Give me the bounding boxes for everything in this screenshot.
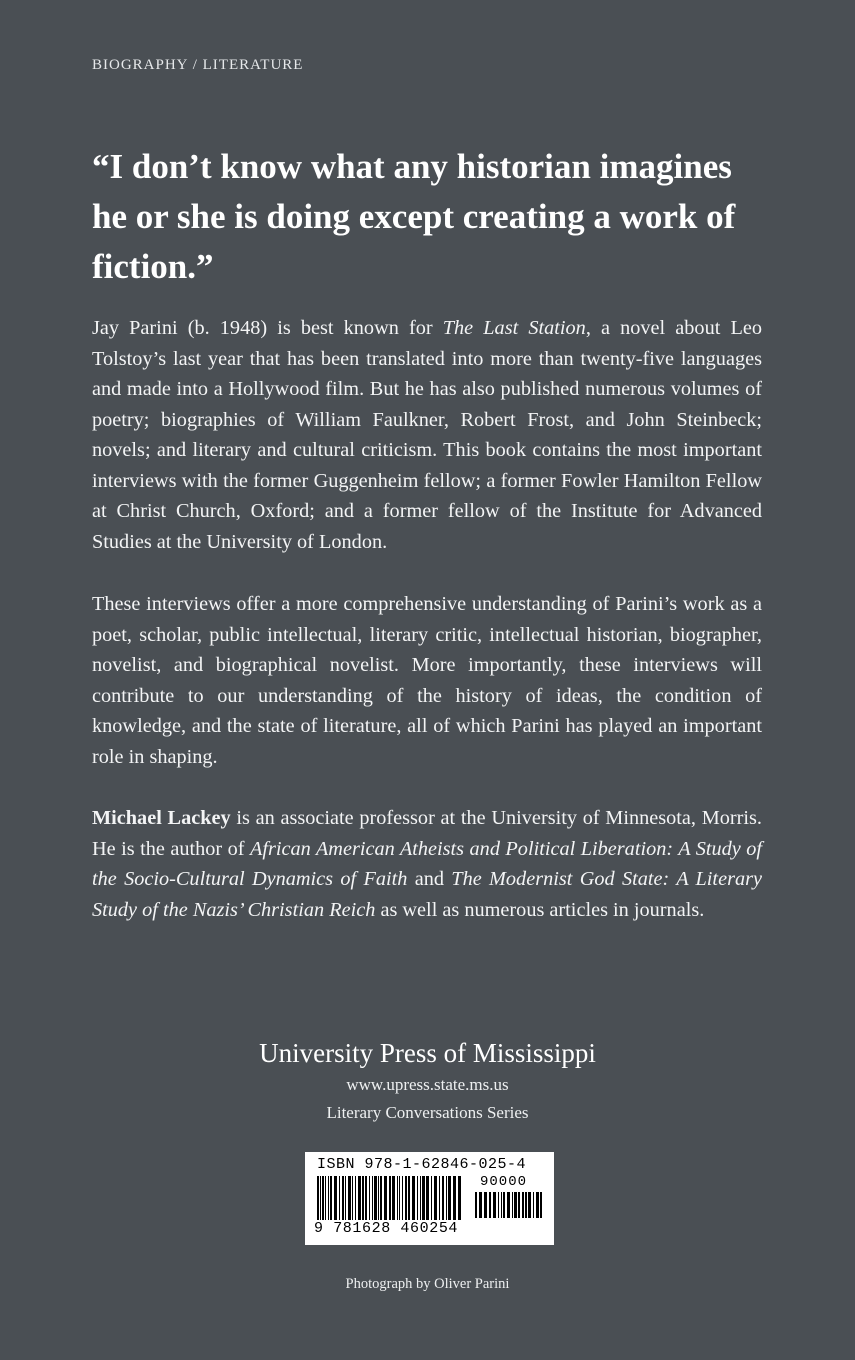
barcode-bar (330, 1176, 332, 1220)
barcode-bar (525, 1192, 527, 1218)
isbn-barcode (305, 1152, 554, 1245)
description-paragraph-2: These interviews offer a more comprehensive understanding of Parini’s work as a poet, scholar, public intellectual, literary critic, intellectual historian, biographer, novelist, and biographical novelist. More importantly, these interviews will contribute to our understanding of the history of ideas, the condition of knowledge, and the state of literature, all of which Parini has played an important role in shaping. (92, 593, 762, 768)
barcode-bar (439, 1176, 440, 1220)
barcode-bar (348, 1176, 351, 1220)
barcode-bar (374, 1176, 377, 1220)
barcode-bar (345, 1176, 346, 1220)
barcode-bar (501, 1192, 502, 1218)
barcode-bar (426, 1176, 429, 1220)
barcode-bar (355, 1176, 356, 1220)
price-code: 90000 (480, 1174, 528, 1190)
category-label: BIOGRAPHY / LITERATURE (92, 57, 304, 73)
description-paragraph-1 (92, 313, 762, 557)
barcode-bar (434, 1176, 437, 1220)
barcode-bar (536, 1192, 539, 1218)
barcode-bar (365, 1176, 367, 1220)
barcode-bar (507, 1192, 510, 1218)
para1-text-after: , a novel about Leo Tolstoy’s last year that has been translated into more than twenty-five languages and made into a Hollywood film. But he has also published numerous volumes of poetry; biographies of William Faulkner, Robert Frost, and John Steinbeck; novels; and literary and cultural criticism. This book contains the most important interviews with the former Guggenheim fellow; a former Fowler Hamilton Fellow at Christ Church, Oxford; and a former fellow of the Institute for Advanced Studies at the University of London. (92, 317, 762, 553)
barcode-bar (442, 1176, 444, 1220)
barcode-bar (484, 1192, 487, 1218)
barcode-bar (334, 1176, 337, 1220)
barcode-bar (325, 1176, 326, 1220)
addon-barcode-bars (475, 1192, 545, 1226)
isbn-label: ISBN 978-1-62846-025-4 (317, 1156, 527, 1173)
barcode-bar (498, 1192, 499, 1218)
barcode-bar (384, 1176, 387, 1220)
publisher-name: University Press of Mississippi (259, 1038, 596, 1068)
barcode-bar (518, 1192, 520, 1218)
barcode-bar (389, 1176, 391, 1220)
author-bio-paragraph (92, 803, 762, 925)
barcode-bar (328, 1176, 329, 1220)
barcode-bar (431, 1176, 432, 1220)
para1-book-title: The Last Station (442, 317, 586, 339)
barcode-bar (422, 1176, 425, 1220)
bio-book-title-1: African American Atheists and Political Liberation: A Study of the Socio-Cultural Dynamics of Faith (92, 837, 763, 890)
barcode-bar (402, 1176, 403, 1220)
barcode-bar (412, 1176, 415, 1220)
bio-text-2: and (407, 868, 452, 890)
barcode-bar (446, 1176, 447, 1220)
series-name: Literary Conversations Series (326, 1103, 529, 1122)
barcode-bar (479, 1192, 482, 1218)
barcode-bar (475, 1192, 477, 1218)
ean-digits: 9 781628 460254 (314, 1220, 459, 1237)
barcode-bar (458, 1176, 461, 1220)
barcode-bar (339, 1176, 340, 1220)
photo-credit: Photograph by Oliver Parini (345, 1276, 510, 1292)
barcode-bar (369, 1176, 370, 1220)
barcode-bar (522, 1192, 524, 1218)
publisher-website: www.upress.state.ms.us (346, 1075, 509, 1094)
barcode-bar (514, 1192, 517, 1218)
barcode-bar (405, 1176, 407, 1220)
barcode-bar (352, 1176, 353, 1220)
barcode-bar (322, 1176, 324, 1220)
author-name: Michael Lackey (92, 807, 231, 829)
bio-text-1: is an associate professor at the University of Minnesota, Morris. He is the author of (92, 807, 762, 860)
barcode-bar (533, 1192, 534, 1218)
barcode-bar (417, 1176, 418, 1220)
para1-text-before: Jay Parini (b. 1948) is best known for (92, 317, 443, 339)
barcode-bar (358, 1176, 361, 1220)
barcode-bar (493, 1192, 496, 1218)
barcode-bar (342, 1176, 344, 1220)
barcode-bar (378, 1176, 379, 1220)
barcode-bar (372, 1176, 373, 1220)
barcode-bar (540, 1192, 542, 1218)
pull-quote: “I don’t know what any historian imagines he or she is doing except creating a work of fiction.” (92, 147, 736, 286)
barcode-bar (392, 1176, 395, 1220)
barcode-bar (420, 1176, 421, 1220)
barcode-bar (362, 1176, 364, 1220)
barcode-bar (380, 1176, 382, 1220)
barcode-bar (528, 1192, 531, 1218)
barcode-bar (448, 1176, 451, 1220)
barcode-bar (408, 1176, 410, 1220)
barcode-bar (512, 1192, 513, 1218)
barcode-bar (503, 1192, 505, 1218)
barcode-bar (489, 1192, 491, 1218)
bio-book-title-2: The Modernist God State: A Literary Study of the Nazis’ Christian Reich (92, 868, 762, 921)
bio-text-3: as well as numerous articles in journals. (375, 898, 705, 921)
barcode-bar (453, 1176, 456, 1220)
